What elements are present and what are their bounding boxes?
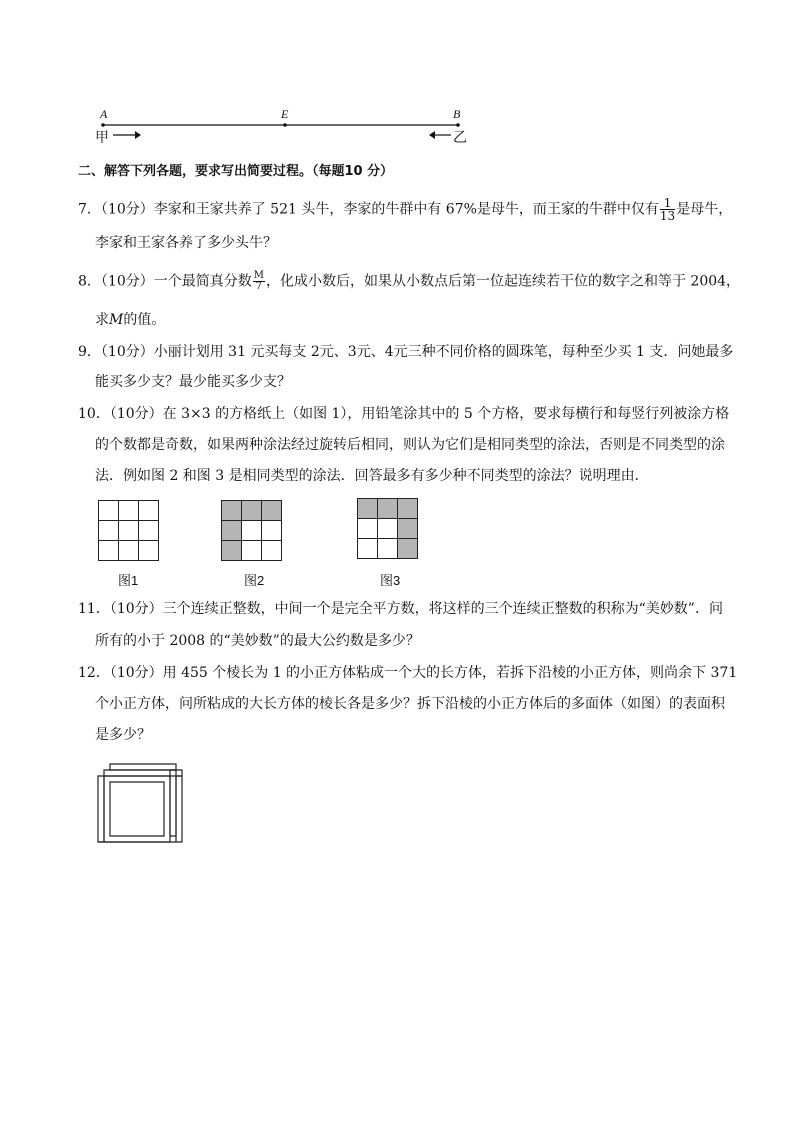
question-8-line-2: 求M的值。	[95, 312, 166, 328]
question-9-line-1: 9．（10分）小丽计划用 31 元买每支 2元、3元、4元三种不同价格的圆珠笔，每种至少买 1 支．问她最多	[78, 344, 734, 360]
question-10-line-1: 10．（10分）在 3×3 的方格纸上（如图 1），用铅笔涂其中的 5 个方格，要求每横行和每竖行列被涂方格	[78, 406, 730, 422]
segment-ab	[95, 118, 475, 144]
question-12-line-1: 12．（10分）用 455 个棱长为 1 的小正方体粘成一个大的长方体，若拆下沿棱的小正方体，则尚余下 371	[78, 665, 738, 681]
figure-1-caption: 图1	[118, 573, 139, 588]
figure-2-grid	[221, 500, 282, 561]
question-8-line-1	[78, 271, 740, 292]
question-10-line-2: 的个数都是奇数，如果两种涂法经过旋转后相同，则认为它们是相同类型的涂法，否则是不同类型的涂	[95, 437, 725, 453]
walker-jia: 甲	[95, 130, 109, 146]
question-11-line-1: 11．（10分）三个连续正整数，中间一个是完全平方数，将这样的三个连续正整数的积称为“美妙数”．问	[78, 601, 723, 617]
walker-yi: 乙	[453, 130, 467, 146]
figure-3-grid	[357, 498, 418, 559]
q7-text-b: 是母牛，	[676, 201, 733, 218]
q7-fraction: $\frac{1}{13}$	[659, 196, 676, 223]
question-11-line-2: 所有的小于 2008 的“美妙数”的最大公约数是多少？	[95, 633, 420, 649]
variable-m: M	[109, 312, 124, 328]
figure-1-grid	[98, 500, 159, 561]
point-e-label: E	[281, 107, 289, 121]
q8-text-b: ，化成小数后，如果从小数点后第一位起连续若干位的数字之和等于 2004，	[265, 273, 741, 290]
question-12-line-3: 是多少？	[95, 727, 151, 743]
figure-2-caption: 图2	[244, 573, 265, 588]
question-7-line-2: 李家和王家各养了多少头牛？	[95, 235, 277, 251]
question-9-line-2: 能买多少支？最少能买多少支？	[95, 374, 291, 390]
q8-text-a: 8．（10分）一个最简真分数	[78, 273, 252, 290]
figure-3-caption: 图3	[380, 573, 401, 588]
polyhedron-figure	[96, 760, 192, 846]
q7-text-a: 7．（10分）李家和王家共养了 521 头牛，李家的牛群中有 67%是母牛，而王家的牛群中仅有	[78, 201, 659, 218]
point-a-label: A	[100, 107, 108, 121]
q8-fraction: $\frac{M}{7}$	[253, 270, 264, 292]
point-b-label: B	[453, 107, 461, 121]
section-heading: 二、解答下列各题，要求写出简要过程。（每题10 分）	[78, 164, 394, 179]
question-7-line-1	[78, 197, 732, 222]
question-10-line-3: 法．例如图 2 和图 3 是相同类型的涂法．回答最多有多少种不同类型的涂法？说明理由．	[95, 468, 649, 484]
question-12-line-2: 个小正方体，问所粘成的大长方体的棱长各是多少？拆下沿棱的小正方体后的多面体（如图）的表面积	[95, 696, 725, 712]
